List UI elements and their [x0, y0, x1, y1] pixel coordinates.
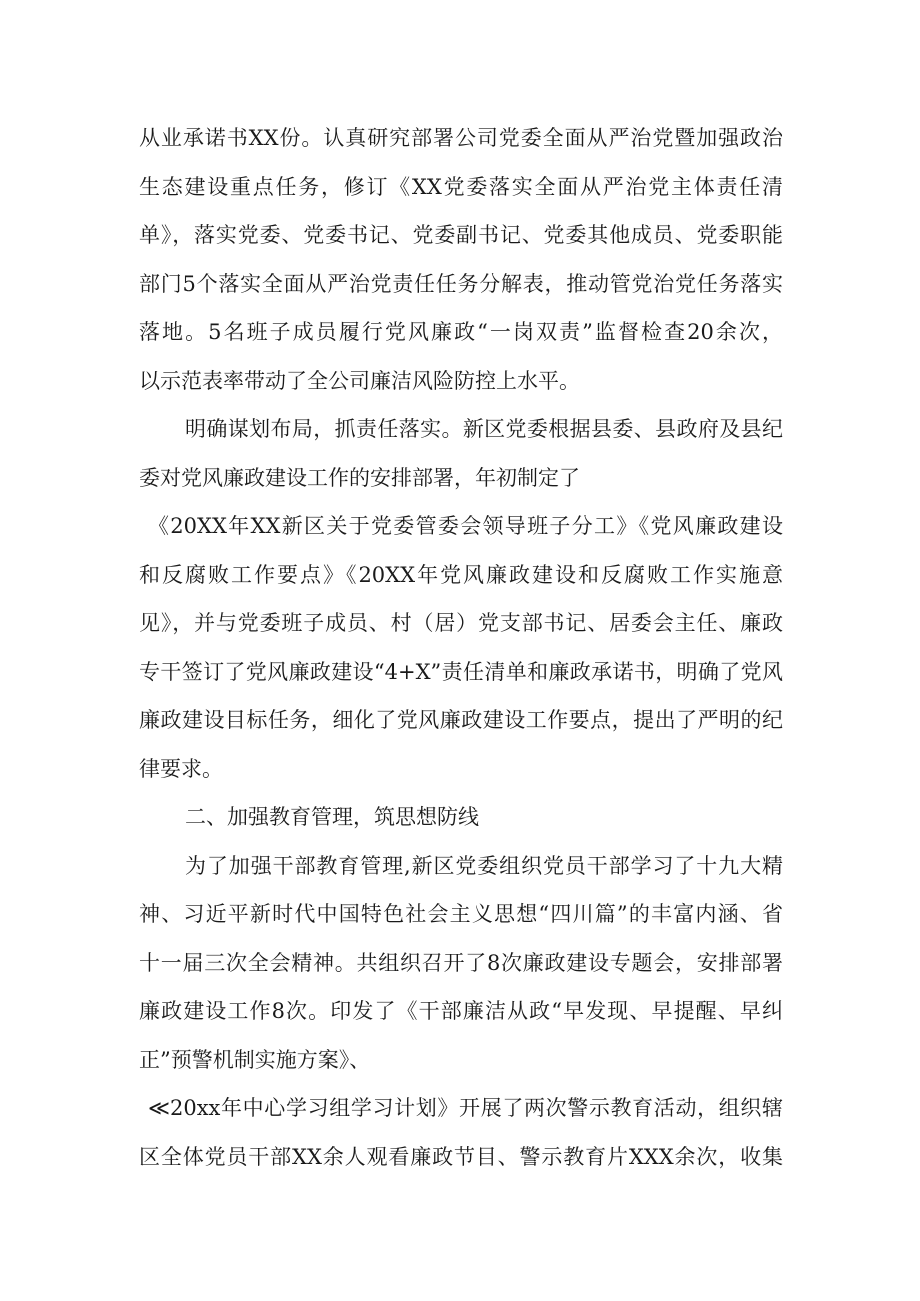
- text-line: 见》，并与党委班子成员、村（居）党支部书记、居委会主任、廉政: [139, 611, 783, 635]
- text-line: 生态建设重点任务，修订《XX党委落实全面从严治党主体责任清: [139, 175, 783, 199]
- text-line: 区全体党员干部XX余人观看廉政节目、警示教育片XXX余次，收集: [139, 1145, 783, 1169]
- text-line: 十一届三次全会精神。共组织召开了8次廉政建设专题会，安排部署: [139, 951, 783, 975]
- text-line: 和反腐败工作要点》《20XX年党风廉政建设和反腐败工作实施意: [139, 563, 783, 587]
- section-heading: 二、加强教育管理，筑思想防线: [185, 805, 479, 829]
- paragraph-first-line: 为了加强干部教育管理,新区党委组织党员干部学习了十九大精: [185, 854, 783, 878]
- paragraph-first-line: 明确谋划布局，抓责任落实。新区党委根据县委、县政府及县纪: [185, 417, 783, 441]
- text-line: 从业承诺书XX份。认真研究部署公司党委全面从严治党暨加强政治: [139, 126, 783, 150]
- text-line: 神、习近平新时代中国特色社会主义思想“四川篇”的丰富内涵、省: [139, 902, 783, 926]
- text-line: ≪20xx年中心学习组学习计划》开展了两次警示教育活动，组织辖: [148, 1096, 783, 1120]
- text-line: 《20XX年XX新区关于党委管委会领导班子分工》《党风廉政建设: [148, 514, 783, 538]
- text-line: 廉政建设目标任务，细化了党风廉政建设工作要点，提出了严明的纪: [139, 708, 783, 732]
- text-line: 委对党风廉政建设工作的安排部署，年初制定了: [139, 466, 580, 490]
- text-line: 单》，落实党委、党委书记、党委副书记、党委其他成员、党委职能: [139, 223, 783, 247]
- text-line: 廉政建设工作8次。印发了《干部廉洁从政“早发现、早提醒、早纠: [139, 999, 783, 1023]
- text-line: 落地。5名班子成员履行党风廉政“一岗双责”监督检查20余次，: [139, 320, 783, 344]
- text-line: 律要求。: [139, 757, 223, 781]
- text-line: 专干签订了党风廉政建设“4+X”责任清单和廉政承诺书，明确了党风: [139, 660, 783, 684]
- text-line: 正”预警机制实施方案》、: [139, 1048, 371, 1072]
- text-line: 部门5个落实全面从严治党责任任务分解表，推动管党治党任务落实: [139, 272, 783, 296]
- text-line: 以示范表率带动了全公司廉洁风险防控上水平。: [139, 369, 580, 393]
